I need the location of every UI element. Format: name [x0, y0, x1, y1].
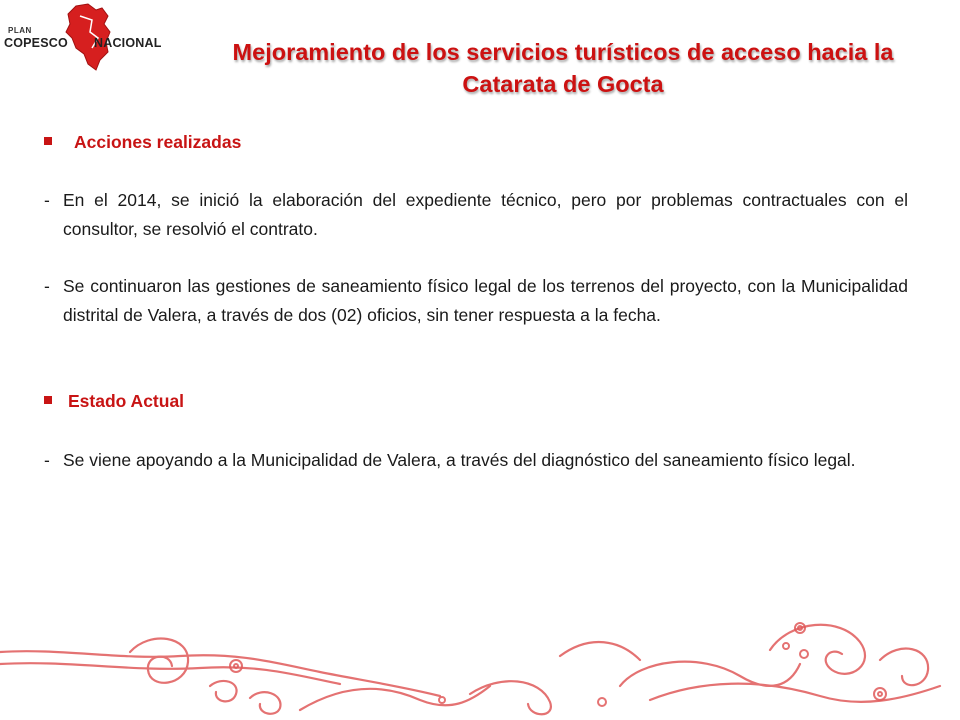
section-heading-acciones — [44, 132, 241, 153]
decorative-swirl-footer — [0, 590, 960, 720]
square-bullet-icon — [44, 137, 52, 145]
list-item-text: En el 2014, se inició la elaboración del expediente técnico, pero por problemas contractuales con el consultor, se resolvió el contrato. — [63, 190, 908, 239]
square-bullet-icon — [44, 396, 52, 404]
list-item-text: Se viene apoyando a la Municipalidad de Valera, a través del diagnóstico del saneamiento físico legal. — [63, 450, 856, 470]
dash-marker: - — [44, 450, 50, 470]
page-title-line-2: Catarata de Gocta — [462, 71, 664, 97]
list-item — [44, 446, 908, 475]
logo-plan-text: PLAN — [8, 26, 32, 35]
plan-copesco-logo — [4, 2, 174, 92]
list-item — [44, 272, 908, 329]
list-item — [44, 186, 908, 243]
section-heading-estado — [44, 391, 184, 412]
section-heading-label: Estado Actual — [68, 391, 185, 411]
page-title-line-1: Mejoramiento de los servicios turísticos de acceso hacia la — [232, 39, 894, 65]
page-title — [178, 36, 948, 100]
dash-marker: - — [44, 276, 50, 296]
dash-marker: - — [44, 190, 50, 210]
section-heading-label: Acciones realizadas — [74, 132, 242, 152]
logo-copesco-text: COPESCO — [4, 36, 68, 50]
logo-nacional-text: NACIONAL — [94, 36, 162, 50]
list-item-text: Se continuaron las gestiones de saneamiento físico legal de los terrenos del proyecto, con la Municipalidad distrital de Valera, a través de dos (02) oficios, sin tener respuesta a la fecha. — [63, 276, 908, 325]
